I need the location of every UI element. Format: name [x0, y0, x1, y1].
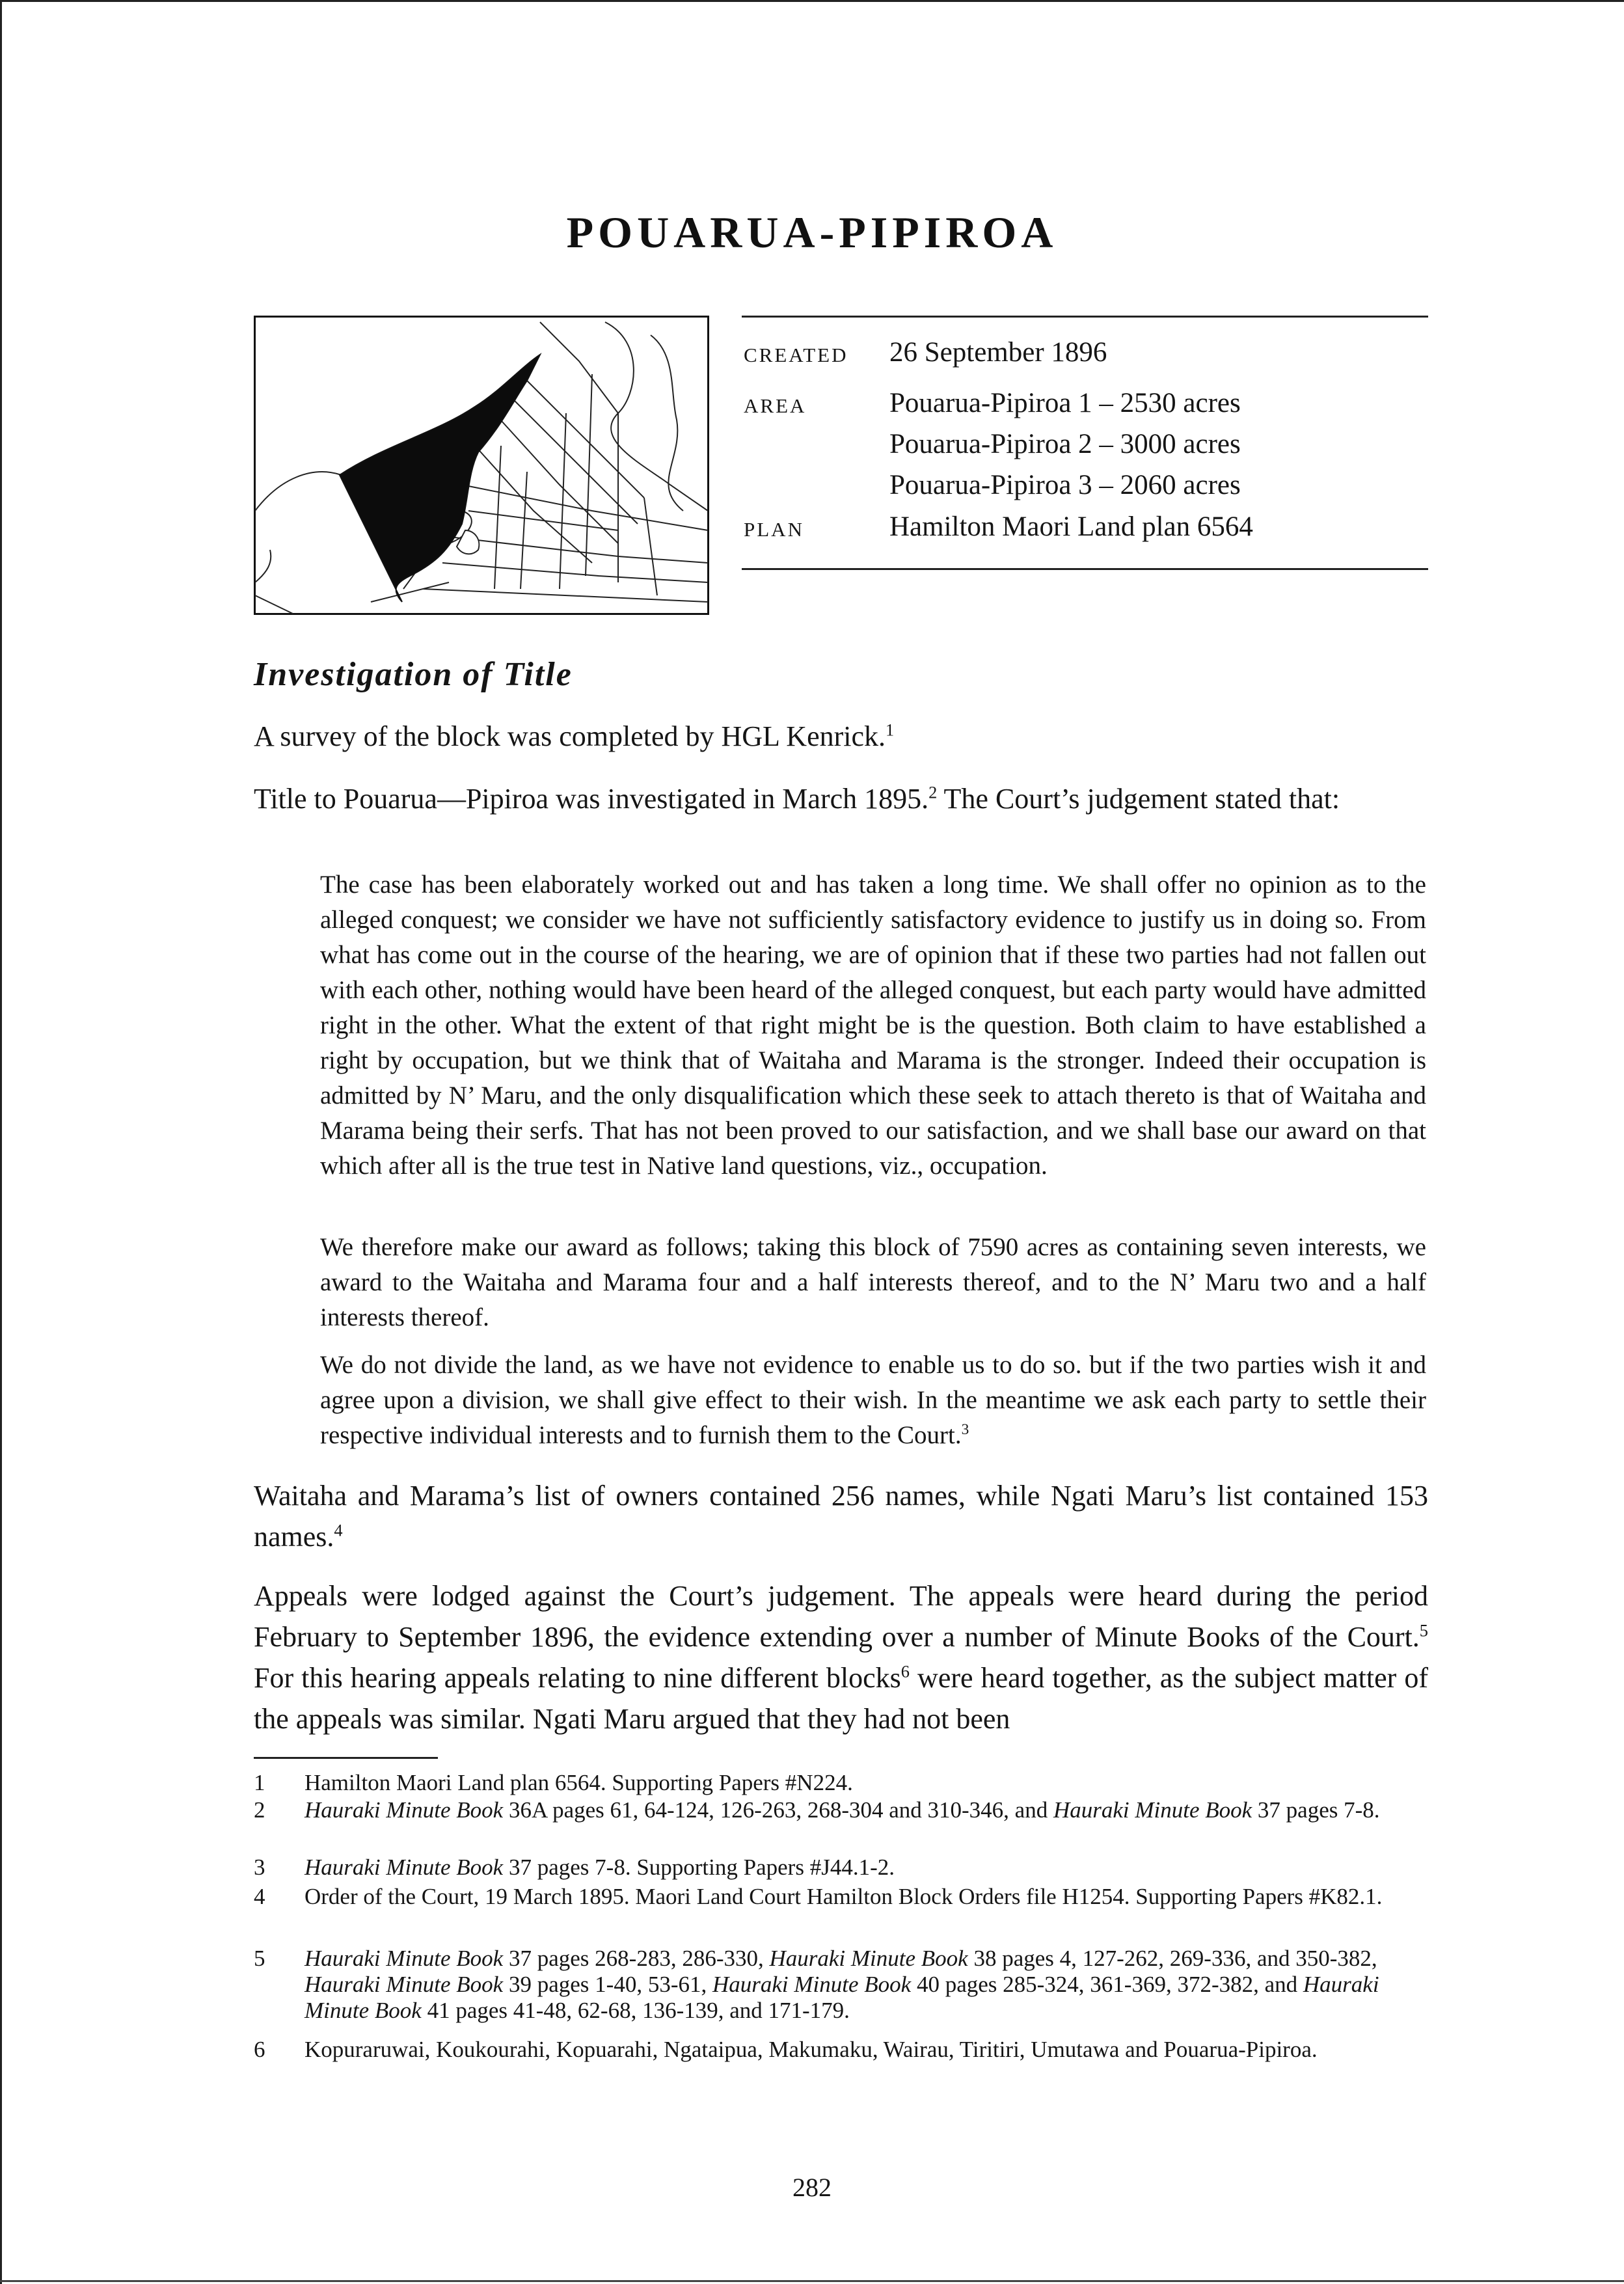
page-title: POUARUA-PIPIROA — [566, 208, 1058, 257]
section-heading: Investigation of Title — [254, 656, 573, 693]
created-label: CREATED — [744, 344, 848, 366]
footnote-number: 1 — [254, 1770, 265, 1795]
paragraph-text: Waitaha and Marama’s list of owners contained 256 names, while Ngati Maru’s list contained 153 names. — [254, 1480, 1428, 1553]
paragraph-text: For this hearing appeals relating to nine different blocks — [254, 1662, 901, 1694]
paragraph — [254, 716, 1428, 757]
paragraph — [254, 778, 1428, 819]
footnote-number: 2 — [254, 1797, 265, 1823]
paragraph-text: Title to Pouarua—Pipiroa was investigated in March 1895. — [254, 783, 929, 815]
area-value: Pouarua-Pipiroa 1 – 2530 acres — [889, 388, 1241, 418]
block-quote — [320, 1348, 1426, 1453]
footnote-ref: 1 — [886, 720, 895, 740]
footnote-number: 5 — [254, 1946, 265, 1971]
block-metadata — [742, 316, 1428, 570]
paragraph-text: were heard together, as the subject matter of the appeals was similar. Ngati Maru argued that they had not been — [254, 1662, 1428, 1735]
plan-value: Hamilton Maori Land plan 6564 — [889, 511, 1253, 542]
area-value: Pouarua-Pipiroa 3 – 2060 acres — [889, 470, 1241, 500]
location-map — [254, 316, 709, 615]
footnote-text: Hauraki Minute Book 36A pages 61, 64-124, 126-263, 268-304 and 310-346, and Hauraki Minute Book 37 pages 7-8. — [304, 1797, 1380, 1823]
paragraph-text: Appeals were lodged against the Court’s judgement. The appeals were heard during the period February to September 1896, the evidence extending over a number of Minute Books of the Court. — [254, 1580, 1428, 1653]
created-value: 26 September 1896 — [889, 337, 1107, 368]
footnote-ref: 6 — [900, 1661, 910, 1681]
block-quote: The case has been elaborately worked out and has taken a long time. We shall offer no opinion as to the alleged conquest; we consider we have not sufficiently satisfactory evidence to justify us in doing so. From what has come out in the course of the hearing, we are of opinion that if these two parties had not fallen out with each other, nothing would have been heard of the alleged conquest, but each party would have admitted right in the other. What the extent of that right might be is the question. Both claim to have established a right by occupation, but we think that of Waitaha and Marama is the stronger. Indeed their occupation is admitted by N’ Maru, and the only disqualification which these seek to attach thereto is that of Waitaha and Marama being their serfs. That has not been proved to our satisfaction, and we shall base our award on that which after all is the true test in Native land questions, viz., occupation. — [320, 871, 1426, 1180]
block-quote: We therefore make our award as follows; taking this block of 7590 acres as containing seven interests, we award to the Waitaha and Marama four and a half interests thereof, and to the N’ Maru two and a half interests thereof. — [320, 1233, 1426, 1331]
footnote-text: Hamilton Maori Land plan 6564. Supporting Papers #N224. — [304, 1770, 853, 1795]
footnote-text: Hauraki Minute Book 37 pages 268-283, 286-330, Hauraki Minute Book 38 pages 4, 127-262, 269-336, and 350-382, Hauraki Minute Book 39 pages 1-40, 53-61, Hauraki Minute Book 40 pages 285-324, 361-369, 372-382, and Hauraki Minute Book 41 pages 41-48, 62-68, 136-139, and 171-179. — [304, 1946, 1379, 2023]
footnote-number: 3 — [254, 1855, 265, 1880]
footnote-text: Order of the Court, 19 March 1895. Maori Land Court Hamilton Block Orders file H1254. Supporting Papers #K82.1. — [304, 1884, 1383, 1909]
footnote-ref: 5 — [1419, 1620, 1428, 1640]
paragraph-text: The Court’s judgement stated that: — [937, 783, 1340, 815]
paragraph-text: A survey of the block was completed by HGL Kenrick. — [254, 720, 886, 752]
page-edge-top — [0, 0, 1624, 2]
footnote-number: 6 — [254, 2037, 265, 2062]
plan-label: PLAN — [744, 518, 804, 541]
paragraph — [254, 1575, 1428, 1739]
quote-text: We do not divide the land, as we have not evidence to enable us to do so. but if the two parties wish it and agree upon a division, we shall give effect to their wish. In the meantime we ask each party to settle their respective individual interests and to furnish them to the Court. — [320, 1351, 1426, 1449]
footnote-ref: 2 — [928, 782, 938, 802]
footnote-ref: 3 — [961, 1421, 969, 1438]
footnote-text: Hauraki Minute Book 37 pages 7-8. Supporting Papers #J44.1-2. — [304, 1855, 895, 1880]
page-edge-left — [0, 0, 2, 2284]
footnote-ref: 4 — [334, 1520, 343, 1540]
footnote-text: Kopuraruwai, Koukourahi, Kopuarahi, Ngataipua, Makumaku, Wairau, Tiritiri, Umutawa and Pouarua-Pipiroa. — [304, 2037, 1318, 2062]
page-edge-bottom — [0, 2280, 1624, 2282]
footnote-rule — [254, 1757, 438, 1759]
footnote-number: 4 — [254, 1884, 265, 1909]
area-label: AREA — [744, 394, 807, 417]
area-value: Pouarua-Pipiroa 2 – 3000 acres — [889, 429, 1241, 459]
page-number: 282 — [792, 2173, 832, 2202]
paragraph — [254, 1475, 1428, 1557]
